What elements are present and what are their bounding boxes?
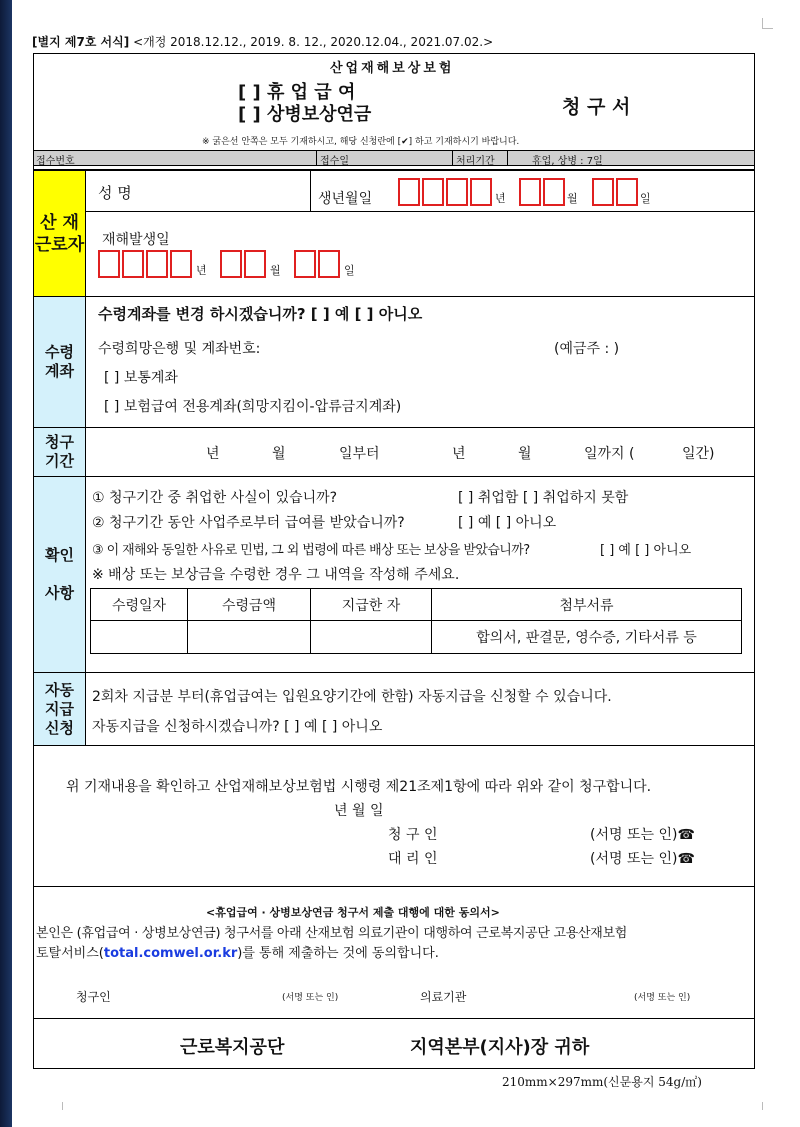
section-worker: 산 재 근로자	[34, 171, 86, 296]
period-month-from: 월	[272, 446, 286, 462]
period-year-from: 년	[206, 446, 220, 462]
table-header: 수령금액	[188, 589, 311, 621]
option-injury-pension[interactable]: [ ] 상병보상연금	[238, 104, 372, 125]
accident-month-digit[interactable]	[220, 250, 242, 278]
birth-year-digit[interactable]	[398, 178, 420, 206]
claimant-signature[interactable]: (서명 또는 인)☎	[590, 827, 695, 843]
claimant-label: 청 구 인	[388, 827, 438, 843]
consent-text-line1: 본인은 (휴업급여 · 상병보상연금) 청구서를 아래 산재보험 의료기관이 대행하여 근로복지공단 고용산재보험	[36, 926, 628, 941]
section-account: 수령 계좌	[34, 297, 86, 427]
consent-claimant-signature[interactable]: (서명 또는 인)	[282, 993, 339, 1003]
accident-day-digit[interactable]	[318, 250, 340, 278]
table-header: 첨부서류	[432, 589, 742, 621]
confirm-answer-3[interactable]: [ ] 예 [ ] 아니오	[600, 543, 692, 558]
agent-signature[interactable]: (서명 또는 인)☎	[590, 851, 695, 867]
page-corner-mark	[762, 18, 773, 29]
birth-day-digit[interactable]	[592, 178, 614, 206]
bank-account-label: 수령희망은행 및 계좌번호:	[98, 341, 261, 357]
consent-claimant-label: 청구인	[76, 990, 111, 1004]
declaration-text: 위 기재내용을 확인하고 산업재해보상보험법 시행령 제21조제1항에 따라 위와 같이 청구합니다.	[66, 779, 652, 795]
account-option-protected[interactable]: [ ] 보험급여 전용계좌(희망지킴이-압류금지계좌)	[104, 399, 402, 415]
page-corner-mark	[762, 1102, 773, 1110]
birth-year-digit[interactable]	[470, 178, 492, 206]
organization-name: 근로복지공단	[180, 1037, 285, 1058]
month-label: 월	[567, 192, 578, 205]
section-auto-payment: 자동 지급 신청	[34, 673, 86, 745]
window-edge	[0, 0, 12, 1127]
account-change-question[interactable]: 수령계좌를 변경 하시겠습니까? [ ] 예 [ ] 아니오	[98, 305, 423, 323]
birth-year-digit[interactable]	[422, 178, 444, 206]
period-from-label: 일부터	[339, 446, 380, 462]
birth-year-digit[interactable]	[446, 178, 468, 206]
confirm-answer-2[interactable]: [ ] 예 [ ] 아니오	[458, 515, 557, 531]
confirm-question-2: ② 청구기간 동안 사업주로부터 급여를 받았습니까?	[92, 515, 405, 531]
form-title-claim: 청 구 서	[562, 96, 631, 118]
period-month-to: 월	[518, 446, 532, 462]
confirm-answer-1[interactable]: [ ] 취업함 [ ] 취업하지 못함	[458, 490, 629, 506]
auto-payment-info: 2회차 지급분 부터(휴업급여는 입원요양기간에 한함) 자동지급을 신청할 수 있습니다.	[92, 689, 612, 705]
compensation-note: ※ 배상 또는 보상금을 수령한 경우 그 내역을 작성해 주세요.	[92, 567, 460, 583]
medical-institution-label: 의료기관	[420, 990, 467, 1004]
consent-title: <휴업급여 · 상병보상연금 청구서 제출 대행에 대한 동의서>	[206, 906, 500, 919]
accident-year-digit[interactable]	[170, 250, 192, 278]
compensation-table	[90, 588, 742, 654]
period-until-label: 일까지 (	[584, 446, 635, 462]
table-header: 수령일자	[91, 589, 188, 621]
account-holder-label: (예금주 : )	[554, 341, 620, 357]
year-label: 년	[196, 264, 207, 277]
claim-form	[33, 53, 755, 1069]
accident-year-digit[interactable]	[146, 250, 168, 278]
addressee: 지역본부(지사)장 귀하	[410, 1037, 590, 1058]
accident-date-label: 재해발생일	[102, 232, 170, 248]
confirm-question-3: ③ 이 재해와 동일한 사유로 민법, 그 외 법령에 따른 배상 또는 보상을 받았습니까?	[92, 543, 530, 558]
institution-signature[interactable]: (서명 또는 인)	[634, 993, 691, 1003]
form-title-top: 산업재해보상보험	[330, 61, 455, 76]
revision-dates: <개정 2018.12.12., 2019. 8. 12., 2020.12.04., 2021.07.02.>	[133, 35, 494, 49]
paper-size-note: 210mm×297mm(신문용지 54g/㎡)	[502, 1075, 702, 1089]
birth-month-digit[interactable]	[519, 178, 541, 206]
service-link[interactable]: total.comwel.or.kr	[103, 946, 238, 961]
table-cell: 합의서, 판결문, 영수증, 기타서류 등	[432, 621, 742, 654]
year-label: 년	[495, 192, 506, 205]
receipt-date-label: 접수일	[320, 156, 349, 167]
accident-month-digit[interactable]	[244, 250, 266, 278]
accident-year-digit[interactable]	[122, 250, 144, 278]
auto-payment-question[interactable]: 자동지급을 신청하시겠습니까? [ ] 예 [ ] 아니오	[92, 719, 383, 735]
processing-period-label: 처리기간	[456, 156, 495, 167]
accident-day-digit[interactable]	[294, 250, 316, 278]
birth-day-digit[interactable]	[616, 178, 638, 206]
instruction-note: ※ 굵은선 안쪽은 모두 기재하시고, 해당 신청란에 [✔] 하고 기재하시기 바랍니다.	[202, 137, 520, 147]
processing-period-value: 휴업, 상병 : 7일	[532, 156, 603, 167]
form-header	[32, 33, 493, 50]
day-label: 일	[344, 264, 355, 277]
section-confirmation: 확인 사항	[34, 477, 86, 672]
birth-month-digit[interactable]	[543, 178, 565, 206]
table-cell[interactable]	[188, 621, 311, 654]
page-corner-mark	[52, 1102, 63, 1110]
declaration-date: 년 월 일	[334, 803, 384, 819]
consent-text-line2: 토탈서비스(total.comwel.or.kr)를 통해 제출하는 것에 동의합니다.	[36, 946, 439, 961]
name-label: 성 명	[98, 184, 132, 202]
day-label: 일	[640, 192, 651, 205]
receipt-number-label: 접수번호	[36, 156, 75, 167]
processing-bar	[34, 150, 754, 166]
option-leave-benefit[interactable]: [ ] 휴 업 급 여	[238, 82, 356, 103]
form-number: [별지 제7호 서식]	[32, 35, 130, 49]
table-cell[interactable]	[311, 621, 432, 654]
accident-year-digit[interactable]	[98, 250, 120, 278]
section-claim-period: 청구 기간	[34, 428, 86, 476]
confirm-question-1: ① 청구기간 중 취업한 사실이 있습니까?	[92, 490, 338, 506]
month-label: 월	[270, 264, 281, 277]
table-header: 지급한 자	[311, 589, 432, 621]
period-year-to: 년	[452, 446, 466, 462]
period-days-label: 일간)	[682, 446, 715, 462]
table-cell[interactable]	[91, 621, 188, 654]
agent-label: 대 리 인	[388, 851, 438, 867]
birth-date-label: 생년월일	[318, 191, 373, 207]
account-option-regular[interactable]: [ ] 보통계좌	[104, 370, 178, 386]
